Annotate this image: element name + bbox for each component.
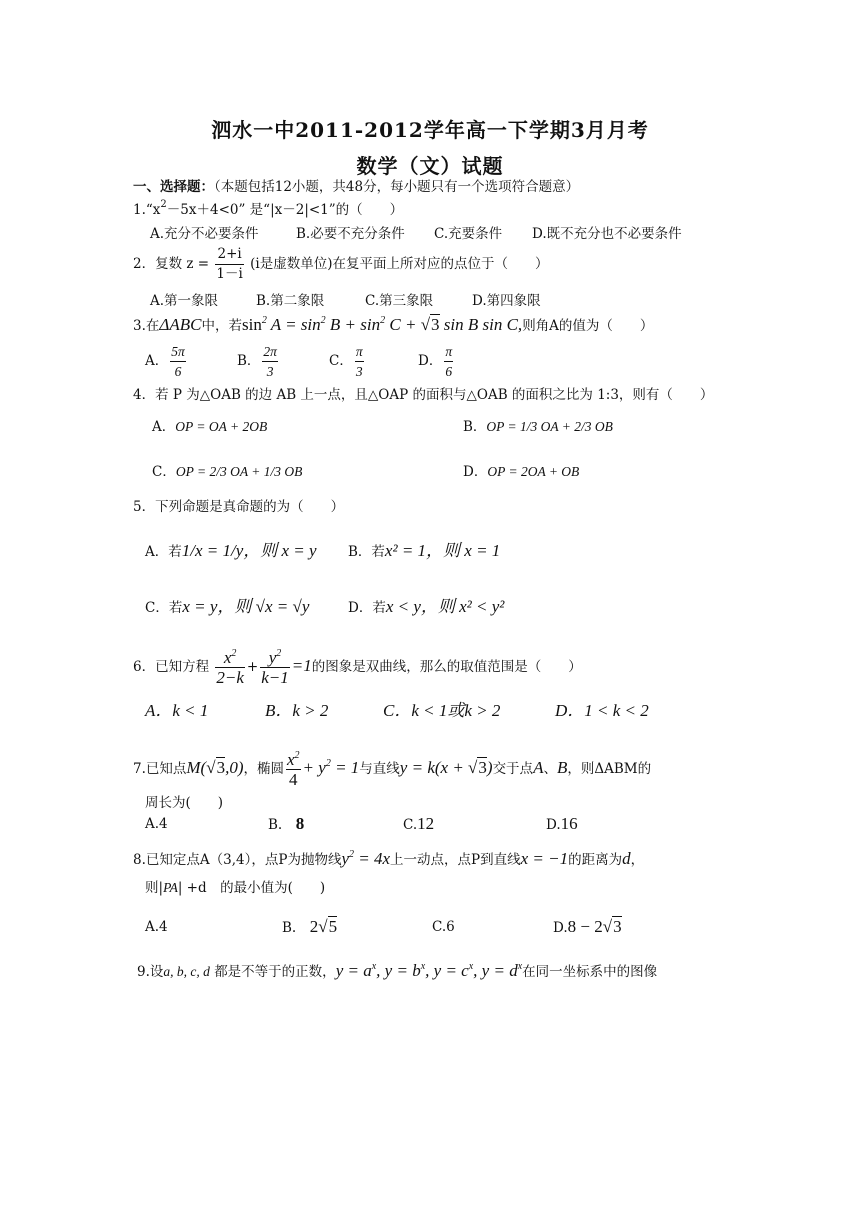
- q3-option-d: D． $\frac{\pi}{6}$: [418, 344, 453, 379]
- q7-option-c: C.12: [403, 814, 435, 833]
- q6-option-b: B．k > 2: [265, 701, 329, 720]
- page-title: 泗水一中2011-2012学年高一下学期3月月考: [211, 118, 649, 142]
- question-7-line-2: 周长为( ): [145, 795, 224, 811]
- q3-option-c: C． $\frac{\pi}{3}$: [329, 344, 363, 379]
- q4-option-c: C．OP = 2/3 OA + 1/3 OB: [152, 464, 303, 480]
- question-3: 3.在ΔABC中，若$\sin^2 A = \sin^2 B + \sin^2 C + √3$ sin B sin C,则角A的值为（ ）: [133, 315, 654, 334]
- section-heading: 一、选择题：（本题包括12小题，共48分，每小题只有一个选项符合题意）: [133, 179, 580, 195]
- question-2: 2．复数 z = $\frac{2+i}{1-i}$ (i是虚数单位)在复平面上所对应的点位于（ ）: [133, 246, 549, 282]
- q5-option-b: B．若x² = 1，则 x = 1: [348, 541, 501, 560]
- q1-option-c: C.充要条件: [434, 226, 503, 242]
- q8-option-c: C.6: [432, 919, 455, 935]
- q6-option-d: D．1 < k < 2: [555, 701, 649, 720]
- q5-option-c: C．若x = y，则 √x = √y: [145, 597, 310, 616]
- q1-option-b: B.必要不充分条件: [296, 226, 405, 242]
- question-8-line-2: 则|PA| +d 的最小值为( ): [145, 880, 326, 896]
- q4-option-b: B．OP = 1/3 OA + 2/3 OB: [463, 419, 613, 435]
- q2-option-c: C.第三象限: [365, 293, 434, 309]
- q3-option-b: B． $\frac{2\pi}{3}$: [237, 344, 277, 379]
- q4-option-d: D．OP = 2OA + OB: [463, 464, 580, 480]
- question-9: 9.设a, b, c, d 都是不等于的正数，$y = a^x$, $y = b^x$, $y = c^x$, $y = d^x$在同一坐标系中的图像: [137, 961, 658, 980]
- page-subtitle: 数学（文）试题: [356, 154, 504, 178]
- q6-option-c: C．k < 1或k > 2: [383, 701, 501, 720]
- q8-option-a: A.4: [145, 919, 168, 935]
- q2-option-a: A.第一象限: [150, 293, 219, 309]
- question-6: 6．已知方程 $\frac{x^2}{2-k}$ + $\frac{y^2}{k-1}$ =1的图象是双曲线，那么的取值范围是（ ）: [133, 648, 582, 687]
- q7-option-a: A.4: [145, 816, 168, 832]
- question-4: 4．若 P 为△OAB 的边 AB 上一点，且△OAP 的面积与△OAB 的面积之比为 1:3，则有（ ）: [133, 387, 714, 403]
- question-1: $1.“x^2-5x+4<0$” 是“|x－2|<1”的（ ）: [133, 199, 404, 218]
- question-5: 5．下列命题是真命题的为（ ）: [133, 499, 345, 515]
- q6-option-a: A．k < 1: [145, 701, 209, 720]
- q2-option-d: D.第四象限: [472, 293, 541, 309]
- q3-option-a: A． $\frac{5\pi}{6}$: [145, 344, 185, 379]
- q7-option-b: B. 8: [268, 814, 305, 833]
- question-8: 8.已知定点A（3,4），点P为抛物线$y^2 = 4x$上一动点，点P到直线x = −1的距离为d，: [133, 849, 645, 868]
- q8-option-b: B. 2√5: [282, 917, 338, 936]
- q5-option-d: D．若x < y，则 x² < y²: [348, 597, 505, 616]
- q4-option-a: A．OP = OA + 2OB: [152, 419, 268, 435]
- q7-option-d: D.16: [546, 814, 578, 833]
- q1-option-d: D.既不充分也不必要条件: [532, 226, 682, 242]
- q1-option-a: A.充分不必要条件: [150, 226, 259, 242]
- q2-option-b: B.第二象限: [256, 293, 325, 309]
- q8-option-d: D.8 − 2√3: [553, 917, 622, 936]
- q5-option-a: A．若1/x = 1/y，则 x = y: [145, 541, 317, 560]
- question-7: 7.已知点M(√3,0)，椭圆 $\frac{x^2}{4}$ + $y^2 = 1$与直线y = k(x + √3)交于点A、B，则ΔABM的: [133, 750, 652, 789]
